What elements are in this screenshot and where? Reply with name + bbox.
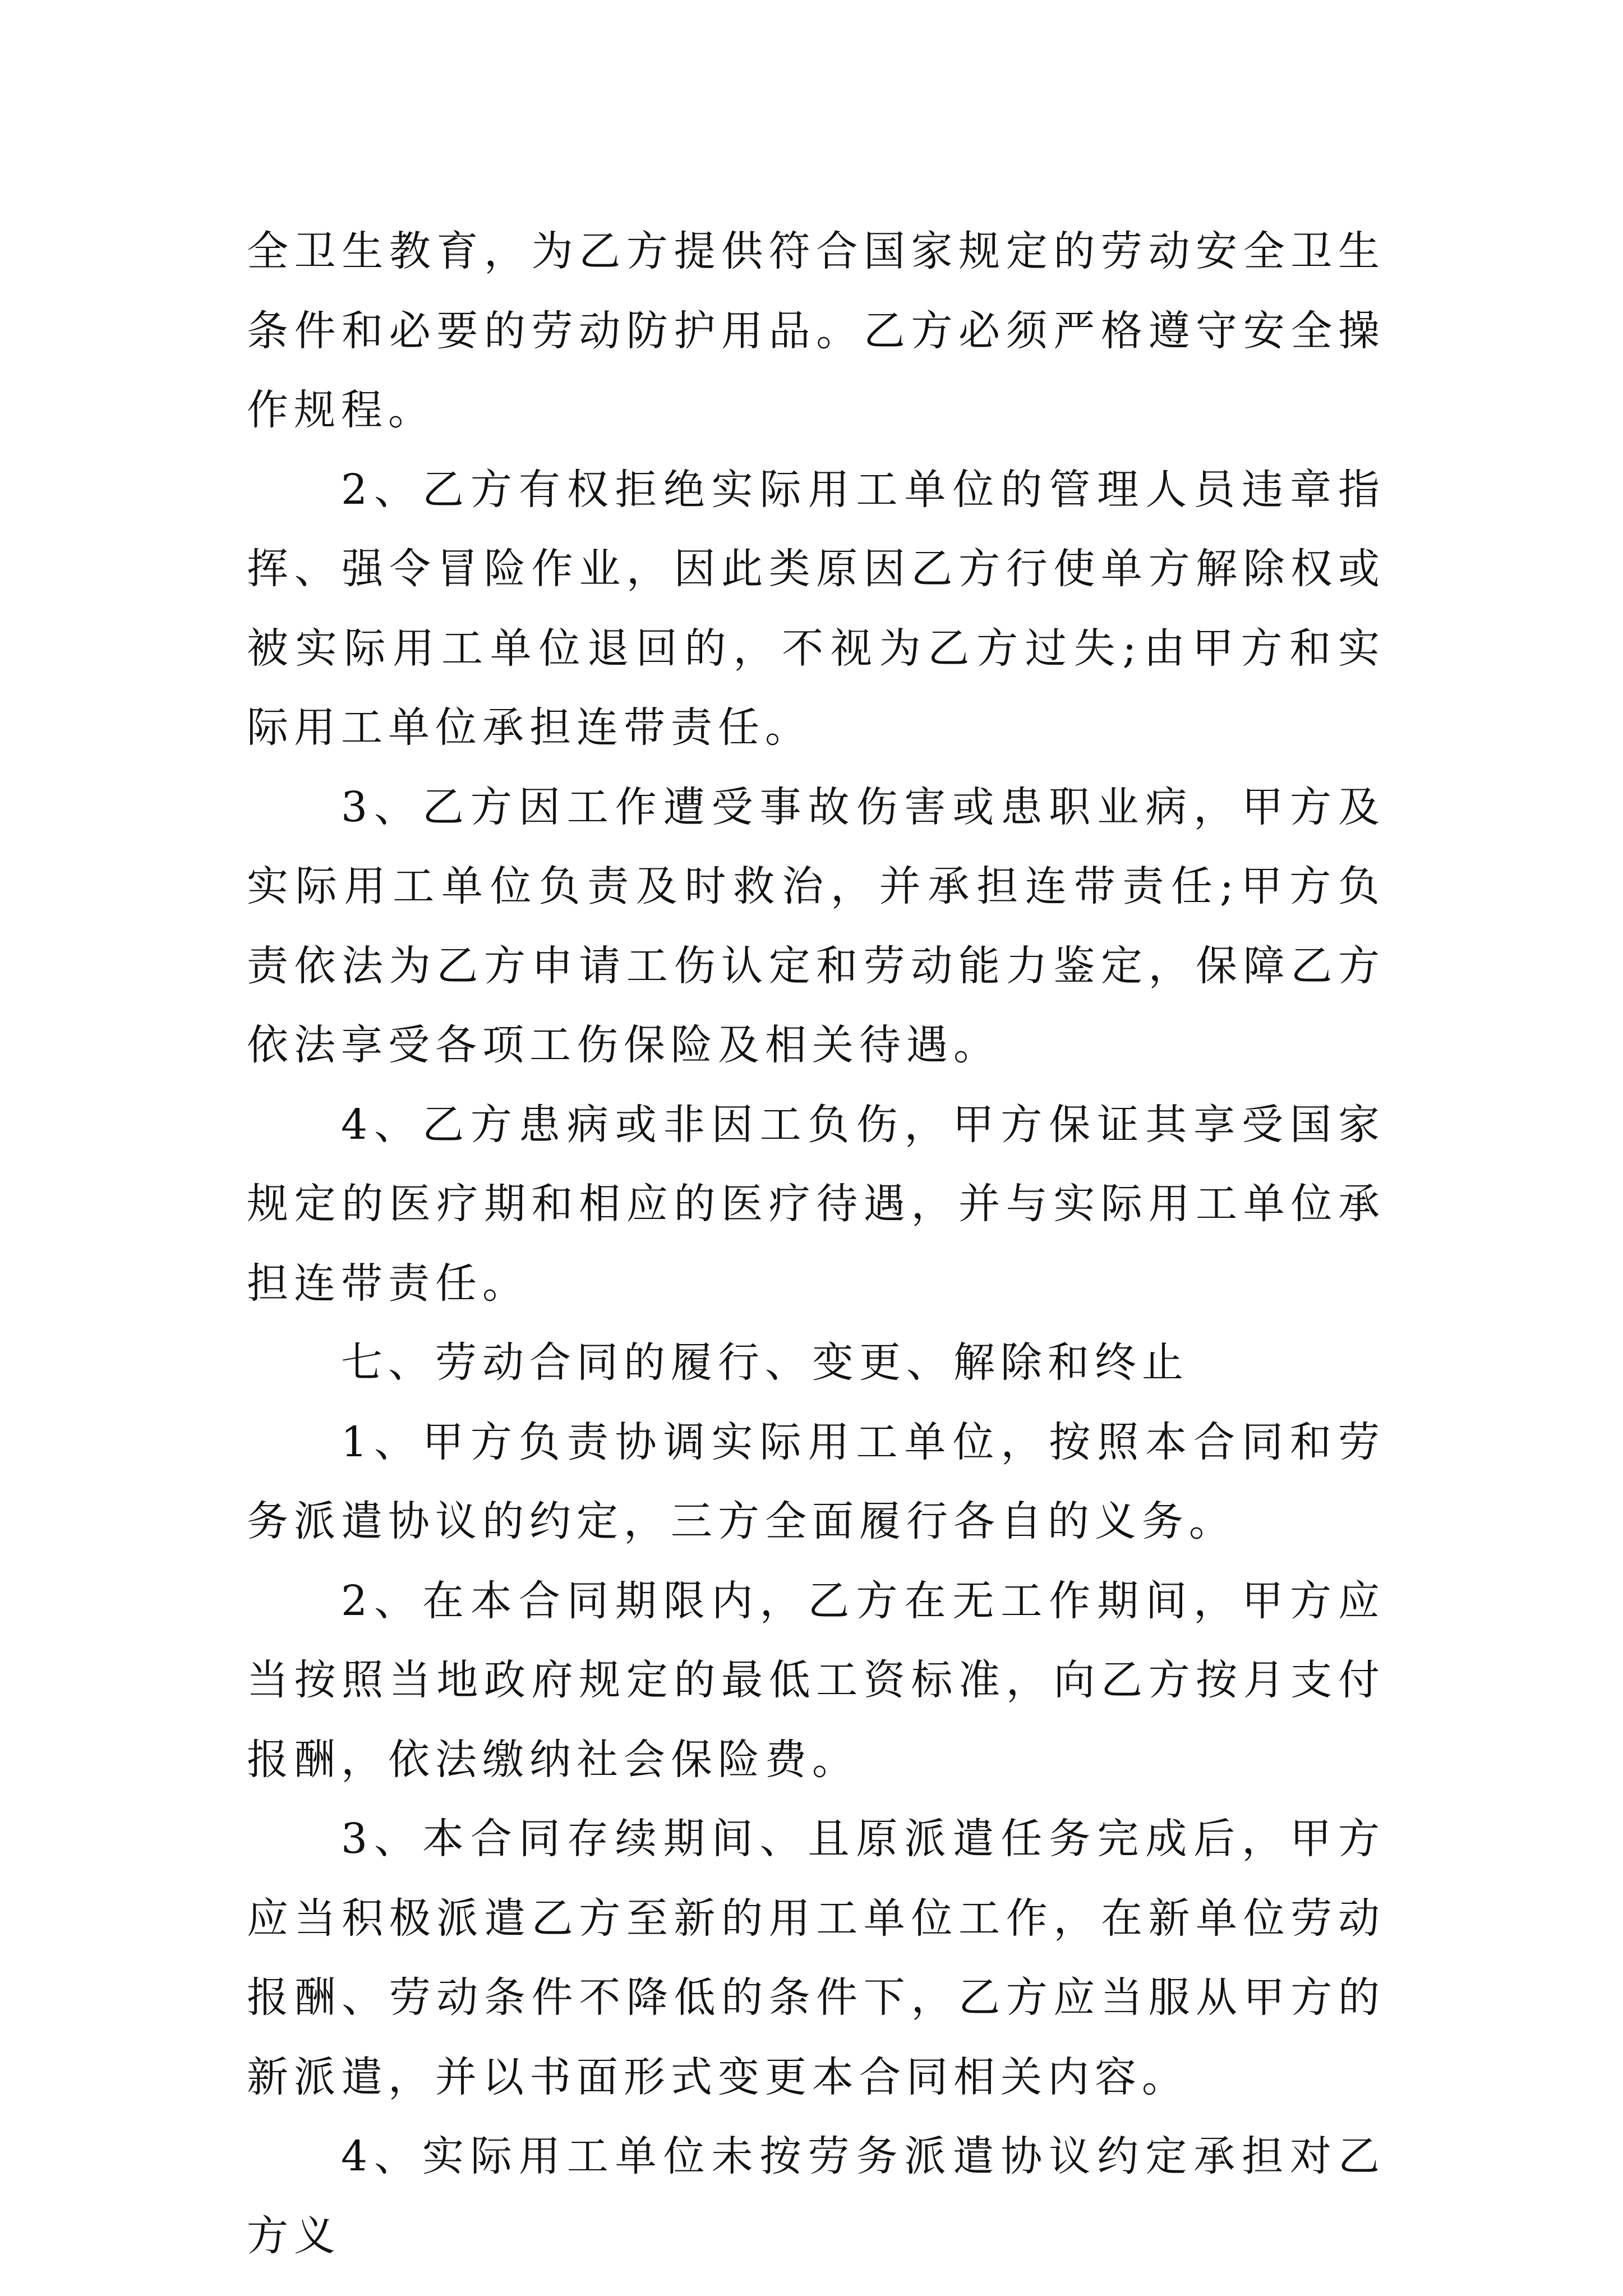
- section-heading-seven: 七、劳动合同的履行、变更、解除和终止: [341, 1338, 1189, 1387]
- paragraph-clause-3: 3、乙方因工作遭受事故伤害或患职业病，甲方及实际用工单位负责及时救治，并承担连带责任;甲方负责依法为乙方申请工伤认定和劳动能力鉴定，保障乙方依法享受各项工伤保险及相关待遇。: [247, 783, 1385, 1069]
- paragraph-section7-clause-4: 4、实际用工单位未按劳务派遣协议约定承担对乙方义: [247, 2132, 1385, 2260]
- paragraph-section7-clause-3: 3、本合同存续期间、且原派遣任务完成后，甲方应当积极派遣乙方至新的用工单位工作，在新单位劳动报酬、劳动条件不降低的条件下，乙方应当服从甲方的新派遣，并以书面形式变更本合同相关内容。: [247, 1815, 1385, 2101]
- paragraph-section7-clause-2: 2、在本合同期限内，乙方在无工作期间，甲方应当按照当地政府规定的最低工资标准，向乙方按月支付报酬，依法缴纳社会保险费。: [247, 1576, 1385, 1784]
- paragraph-section7-clause-1: 1、甲方负责协调实际用工单位，按照本合同和劳务派遣协议的约定，三方全面履行各自的义务。: [247, 1418, 1385, 1545]
- paragraph-continuation: 全卫生教育，为乙方提供符合国家规定的劳动安全卫生条件和必要的劳动防护用品。乙方必须严格遵守安全操作规程。: [247, 227, 1385, 434]
- document-body: [247, 212, 1385, 2276]
- paragraph-clause-4: 4、乙方患病或非因工负伤，甲方保证其享受国家规定的医疗期和相应的医疗待遇，并与实际用工单位承担连带责任。: [247, 1100, 1385, 1308]
- paragraph-clause-2: 2、乙方有权拒绝实际用工单位的管理人员违章指挥、强令冒险作业，因此类原因乙方行使单方解除权或被实际用工单位退回的，不视为乙方过失;由甲方和实际用工单位承担连带责任。: [247, 465, 1385, 752]
